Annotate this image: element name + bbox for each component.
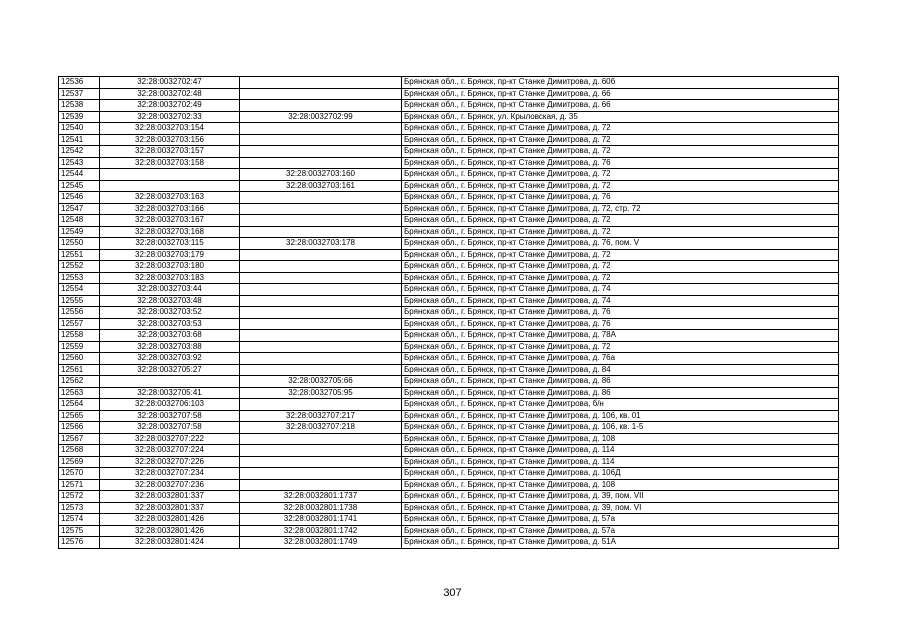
address-cell: Брянская обл., г. Брянск, пр-кт Станке Димитрова, д. 106, кв. 01 — [402, 410, 839, 422]
address-cell: Брянская обл., г. Брянск, пр-кт Станке Димитрова, д. 72 — [402, 249, 839, 261]
land-cadastral-number-cell: 32:28:0032703:68 — [100, 330, 240, 342]
row-number-cell: 12561 — [59, 364, 100, 376]
building-cadastral-number-cell — [240, 284, 402, 296]
land-cadastral-number-cell: 32:28:0032702:49 — [100, 100, 240, 112]
building-cadastral-number-cell — [240, 146, 402, 158]
address-cell: Брянская обл., г. Брянск, пр-кт Станке Димитрова, д. 72, стр. 72 — [402, 203, 839, 215]
row-number-cell: 12547 — [59, 203, 100, 215]
address-cell: Брянская обл., г. Брянск, пр-кт Станке Димитрова, д. 114 — [402, 456, 839, 468]
building-cadastral-number-cell: 32:28:0032801:1738 — [240, 502, 402, 514]
building-cadastral-number-cell — [240, 261, 402, 273]
row-number-cell: 12570 — [59, 468, 100, 480]
address-cell: Брянская обл., г. Брянск, пр-кт Станке Димитрова, д. 84 — [402, 364, 839, 376]
land-cadastral-number-cell: 32:28:0032703:167 — [100, 215, 240, 227]
row-number-cell: 12568 — [59, 445, 100, 457]
address-cell: Брянская обл., г. Брянск, пр-кт Станке Димитрова, д. 76а — [402, 353, 839, 365]
building-cadastral-number-cell — [240, 215, 402, 227]
row-number-cell: 12558 — [59, 330, 100, 342]
land-cadastral-number-cell: 32:28:0032707:236 — [100, 479, 240, 491]
land-cadastral-number-cell: 32:28:0032706:103 — [100, 399, 240, 411]
table-body — [59, 77, 839, 549]
table-row — [59, 502, 839, 514]
land-cadastral-number-cell: 32:28:0032703:179 — [100, 249, 240, 261]
address-cell: Брянская обл., г. Брянск, пр-кт Станке Димитрова, д. 76 — [402, 318, 839, 330]
land-cadastral-number-cell: 32:28:0032703:154 — [100, 123, 240, 135]
address-cell: Брянская обл., г. Брянск, пр-кт Станке Димитрова, д. 57а — [402, 525, 839, 537]
table-row — [59, 284, 839, 296]
table-row — [59, 249, 839, 261]
row-number-cell: 12567 — [59, 433, 100, 445]
building-cadastral-number-cell — [240, 249, 402, 261]
building-cadastral-number-cell — [240, 134, 402, 146]
address-cell: Брянская обл., г. Брянск, пр-кт Станке Димитрова, д. 66 — [402, 100, 839, 112]
land-cadastral-number-cell: 32:28:0032702:48 — [100, 88, 240, 100]
row-number-cell: 12553 — [59, 272, 100, 284]
land-cadastral-number-cell: 32:28:0032703:156 — [100, 134, 240, 146]
address-cell: Брянская обл., г. Брянск, пр-кт Станке Димитрова, д. 74 — [402, 284, 839, 296]
table-row — [59, 215, 839, 227]
building-cadastral-number-cell — [240, 307, 402, 319]
row-number-cell: 12565 — [59, 410, 100, 422]
address-cell: Брянская обл., г. Брянск, пр-кт Станке Димитрова, д. 72 — [402, 341, 839, 353]
land-cadastral-number-cell: 32:28:0032801:337 — [100, 502, 240, 514]
address-cell: Брянская обл., г. Брянск, пр-кт Станке Димитрова, д. 106, кв. 1-5 — [402, 422, 839, 434]
table-row — [59, 295, 839, 307]
building-cadastral-number-cell: 32:28:0032703:161 — [240, 180, 402, 192]
table-row — [59, 491, 839, 503]
row-number-cell: 12548 — [59, 215, 100, 227]
table-row — [59, 203, 839, 215]
land-cadastral-number-cell: 32:28:0032703:180 — [100, 261, 240, 273]
land-cadastral-number-cell: 32:28:0032707:234 — [100, 468, 240, 480]
table-row — [59, 272, 839, 284]
table-row — [59, 399, 839, 411]
land-cadastral-number-cell — [100, 180, 240, 192]
row-number-cell: 12544 — [59, 169, 100, 181]
address-cell: Брянская обл., г. Брянск, пр-кт Станке Димитрова, б/н — [402, 399, 839, 411]
address-cell: Брянская обл., г. Брянск, пр-кт Станке Димитрова, д. 72 — [402, 215, 839, 227]
row-number-cell: 12540 — [59, 123, 100, 135]
land-cadastral-number-cell: 32:28:0032703:158 — [100, 157, 240, 169]
row-number-cell: 12556 — [59, 307, 100, 319]
table-row — [59, 77, 839, 89]
row-number-cell: 12537 — [59, 88, 100, 100]
land-cadastral-number-cell: 32:28:0032702:33 — [100, 111, 240, 123]
building-cadastral-number-cell — [240, 353, 402, 365]
address-cell: Брянская обл., г. Брянск, пр-кт Станке Димитрова, д. 86 — [402, 376, 839, 388]
land-cadastral-number-cell: 32:28:0032703:52 — [100, 307, 240, 319]
land-cadastral-number-cell: 32:28:0032703:183 — [100, 272, 240, 284]
address-cell: Брянская обл., г. Брянск, пр-кт Станке Димитрова, д. 51А — [402, 537, 839, 549]
address-cell: Брянская обл., г. Брянск, пр-кт Станке Димитрова, д. 76 — [402, 307, 839, 319]
row-number-cell: 12554 — [59, 284, 100, 296]
building-cadastral-number-cell: 32:28:0032801:1742 — [240, 525, 402, 537]
table-row — [59, 88, 839, 100]
table-row — [59, 537, 839, 549]
table-row — [59, 111, 839, 123]
land-cadastral-number-cell: 32:28:0032703:157 — [100, 146, 240, 158]
table-row — [59, 376, 839, 388]
row-number-cell: 12541 — [59, 134, 100, 146]
address-cell: Брянская обл., г. Брянск, пр-кт Станке Димитрова, д. 86 — [402, 387, 839, 399]
land-cadastral-number-cell: 32:28:0032703:166 — [100, 203, 240, 215]
land-cadastral-number-cell: 32:28:0032703:53 — [100, 318, 240, 330]
row-number-cell: 12549 — [59, 226, 100, 238]
building-cadastral-number-cell — [240, 330, 402, 342]
address-cell: Брянская обл., г. Брянск, пр-кт Станке Димитрова, д. 39, пом. VI — [402, 502, 839, 514]
address-cell: Брянская обл., г. Брянск, пр-кт Станке Димитрова, д. 74 — [402, 295, 839, 307]
land-cadastral-number-cell: 32:28:0032703:168 — [100, 226, 240, 238]
building-cadastral-number-cell — [240, 399, 402, 411]
row-number-cell: 12571 — [59, 479, 100, 491]
building-cadastral-number-cell: 32:28:0032702:99 — [240, 111, 402, 123]
property-table — [58, 76, 839, 549]
land-cadastral-number-cell: 32:28:0032703:92 — [100, 353, 240, 365]
building-cadastral-number-cell: 32:28:0032705:66 — [240, 376, 402, 388]
building-cadastral-number-cell — [240, 88, 402, 100]
table-row — [59, 410, 839, 422]
address-cell: Брянская обл., г. Брянск, пр-кт Станке Димитрова, д. 72 — [402, 261, 839, 273]
land-cadastral-number-cell: 32:28:0032801:337 — [100, 491, 240, 503]
address-cell: Брянская обл., г. Брянск, ул. Крыловская, д. 35 — [402, 111, 839, 123]
building-cadastral-number-cell — [240, 456, 402, 468]
table-row — [59, 468, 839, 480]
row-number-cell: 12573 — [59, 502, 100, 514]
table-row — [59, 318, 839, 330]
page-number: 307 — [443, 587, 462, 599]
address-cell: Брянская обл., г. Брянск, пр-кт Станке Димитрова, д. 72 — [402, 169, 839, 181]
address-cell: Брянская обл., г. Брянск, пр-кт Станке Димитрова, д. 66 — [402, 88, 839, 100]
table-row — [59, 238, 839, 250]
table-row — [59, 433, 839, 445]
building-cadastral-number-cell — [240, 341, 402, 353]
table-row — [59, 169, 839, 181]
row-number-cell: 12555 — [59, 295, 100, 307]
building-cadastral-number-cell: 32:28:0032801:1737 — [240, 491, 402, 503]
address-cell: Брянская обл., г. Брянск, пр-кт Станке Димитрова, д. 76 — [402, 192, 839, 204]
building-cadastral-number-cell: 32:28:0032705:95 — [240, 387, 402, 399]
row-number-cell: 12574 — [59, 514, 100, 526]
address-cell: Брянская обл., г. Брянск, пр-кт Станке Димитрова, д. 60б — [402, 77, 839, 89]
building-cadastral-number-cell: 32:28:0032703:178 — [240, 238, 402, 250]
row-number-cell: 12575 — [59, 525, 100, 537]
land-cadastral-number-cell: 32:28:0032707:226 — [100, 456, 240, 468]
building-cadastral-number-cell — [240, 100, 402, 112]
table-row — [59, 353, 839, 365]
table-row — [59, 422, 839, 434]
table-row — [59, 180, 839, 192]
row-number-cell: 12543 — [59, 157, 100, 169]
building-cadastral-number-cell: 32:28:0032801:1749 — [240, 537, 402, 549]
land-cadastral-number-cell: 32:28:0032707:58 — [100, 422, 240, 434]
address-cell: Брянская обл., г. Брянск, пр-кт Станке Димитрова, д. 72 — [402, 146, 839, 158]
building-cadastral-number-cell — [240, 272, 402, 284]
building-cadastral-number-cell — [240, 295, 402, 307]
row-number-cell: 12545 — [59, 180, 100, 192]
table-row — [59, 387, 839, 399]
address-cell: Брянская обл., г. Брянск, пр-кт Станке Димитрова, д. 72 — [402, 134, 839, 146]
land-cadastral-number-cell: 32:28:0032801:426 — [100, 525, 240, 537]
row-number-cell: 12576 — [59, 537, 100, 549]
address-cell: Брянская обл., г. Брянск, пр-кт Станке Димитрова, д. 72 — [402, 226, 839, 238]
row-number-cell: 12559 — [59, 341, 100, 353]
land-cadastral-number-cell: 32:28:0032703:163 — [100, 192, 240, 204]
building-cadastral-number-cell — [240, 479, 402, 491]
row-number-cell: 12562 — [59, 376, 100, 388]
row-number-cell: 12550 — [59, 238, 100, 250]
row-number-cell: 12563 — [59, 387, 100, 399]
land-cadastral-number-cell: 32:28:0032705:41 — [100, 387, 240, 399]
building-cadastral-number-cell — [240, 192, 402, 204]
land-cadastral-number-cell: 32:28:0032703:115 — [100, 238, 240, 250]
building-cadastral-number-cell: 32:28:0032707:217 — [240, 410, 402, 422]
building-cadastral-number-cell — [240, 226, 402, 238]
table-row — [59, 479, 839, 491]
table-row — [59, 134, 839, 146]
building-cadastral-number-cell — [240, 364, 402, 376]
address-cell: Брянская обл., г. Брянск, пр-кт Станке Димитрова, д. 72 — [402, 272, 839, 284]
land-cadastral-number-cell: 32:28:0032703:48 — [100, 295, 240, 307]
table-row — [59, 226, 839, 238]
land-cadastral-number-cell: 32:28:0032703:88 — [100, 341, 240, 353]
table-row — [59, 525, 839, 537]
row-number-cell: 12552 — [59, 261, 100, 273]
address-cell: Брянская обл., г. Брянск, пр-кт Станке Димитрова, д. 72 — [402, 180, 839, 192]
building-cadastral-number-cell — [240, 433, 402, 445]
land-cadastral-number-cell: 32:28:0032707:224 — [100, 445, 240, 457]
table-row — [59, 192, 839, 204]
address-cell: Брянская обл., г. Брянск, пр-кт Станке Димитрова, д. 57а — [402, 514, 839, 526]
table-row — [59, 364, 839, 376]
building-cadastral-number-cell — [240, 445, 402, 457]
row-number-cell: 12564 — [59, 399, 100, 411]
land-cadastral-number-cell: 32:28:0032707:58 — [100, 410, 240, 422]
address-cell: Брянская обл., г. Брянск, пр-кт Станке Димитрова, д. 39, пом. VII — [402, 491, 839, 503]
table-row — [59, 146, 839, 158]
land-cadastral-number-cell — [100, 376, 240, 388]
land-cadastral-number-cell: 32:28:0032801:426 — [100, 514, 240, 526]
row-number-cell: 12551 — [59, 249, 100, 261]
building-cadastral-number-cell — [240, 77, 402, 89]
table-row — [59, 261, 839, 273]
row-number-cell: 12572 — [59, 491, 100, 503]
building-cadastral-number-cell — [240, 157, 402, 169]
address-cell: Брянская обл., г. Брянск, пр-кт Станке Димитрова, д. 106Д — [402, 468, 839, 480]
land-cadastral-number-cell: 32:28:0032801:424 — [100, 537, 240, 549]
land-cadastral-number-cell: 32:28:0032703:44 — [100, 284, 240, 296]
table-row — [59, 445, 839, 457]
building-cadastral-number-cell — [240, 318, 402, 330]
building-cadastral-number-cell: 32:28:0032707:218 — [240, 422, 402, 434]
land-cadastral-number-cell: 32:28:0032702:47 — [100, 77, 240, 89]
building-cadastral-number-cell — [240, 468, 402, 480]
row-number-cell: 12539 — [59, 111, 100, 123]
table-row — [59, 330, 839, 342]
address-cell: Брянская обл., г. Брянск, пр-кт Станке Димитрова, д. 108 — [402, 479, 839, 491]
building-cadastral-number-cell: 32:28:0032703:160 — [240, 169, 402, 181]
row-number-cell: 12538 — [59, 100, 100, 112]
address-cell: Брянская обл., г. Брянск, пр-кт Станке Димитрова, д. 76 — [402, 157, 839, 169]
address-cell: Брянская обл., г. Брянск, пр-кт Станке Димитрова, д. 108 — [402, 433, 839, 445]
land-cadastral-number-cell: 32:28:0032705:27 — [100, 364, 240, 376]
building-cadastral-number-cell — [240, 203, 402, 215]
address-cell: Брянская обл., г. Брянск, пр-кт Станке Димитрова, д. 72 — [402, 123, 839, 135]
row-number-cell: 12557 — [59, 318, 100, 330]
land-cadastral-number-cell — [100, 169, 240, 181]
row-number-cell: 12569 — [59, 456, 100, 468]
table-row — [59, 307, 839, 319]
table-row — [59, 456, 839, 468]
address-cell: Брянская обл., г. Брянск, пр-кт Станке Димитрова, д. 114 — [402, 445, 839, 457]
row-number-cell: 12536 — [59, 77, 100, 89]
table-row — [59, 123, 839, 135]
row-number-cell: 12542 — [59, 146, 100, 158]
row-number-cell: 12546 — [59, 192, 100, 204]
land-cadastral-number-cell: 32:28:0032707:222 — [100, 433, 240, 445]
building-cadastral-number-cell — [240, 123, 402, 135]
table-row — [59, 514, 839, 526]
building-cadastral-number-cell: 32:28:0032801:1741 — [240, 514, 402, 526]
table-row — [59, 341, 839, 353]
table-row — [59, 100, 839, 112]
row-number-cell: 12566 — [59, 422, 100, 434]
row-number-cell: 12560 — [59, 353, 100, 365]
address-cell: Брянская обл., г. Брянск, пр-кт Станке Димитрова, д. 76, пом. V — [402, 238, 839, 250]
table-row — [59, 157, 839, 169]
address-cell: Брянская обл., г. Брянск, пр-кт Станке Димитрова, д. 78А — [402, 330, 839, 342]
